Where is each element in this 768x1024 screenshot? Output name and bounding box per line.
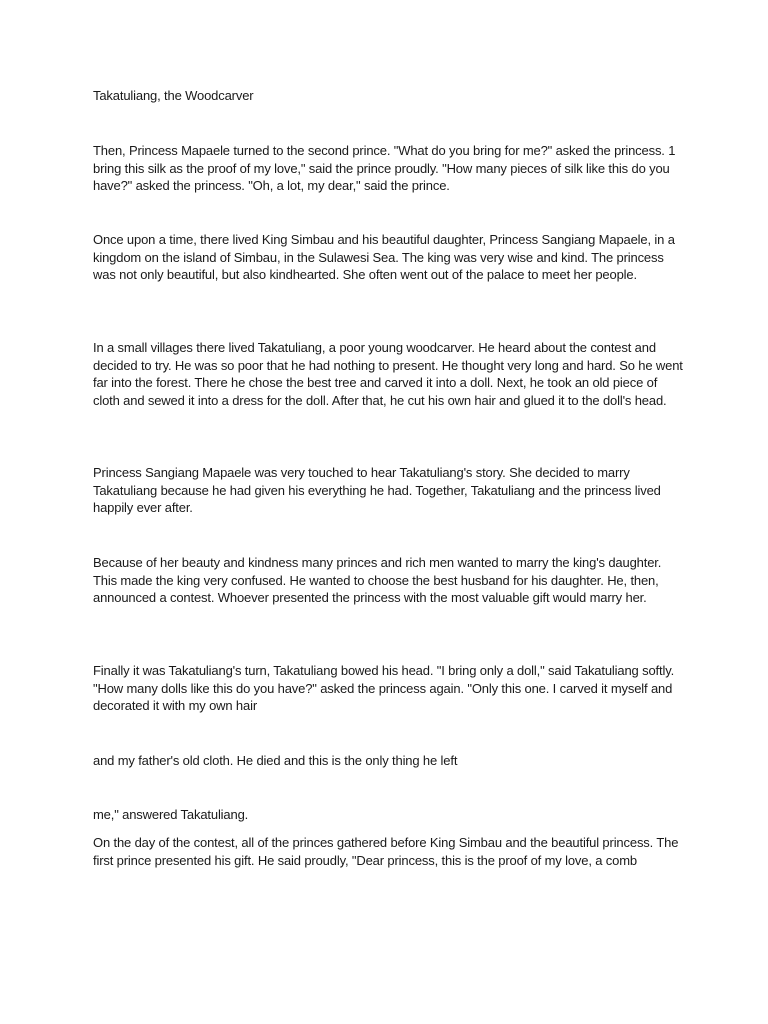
paragraph-takatuliang-woodcarver: In a small villages there lived Takatuliang, a poor young woodcarver. He heard about the contest and decided to try. He was so poor that he had nothing to present. He thought very long and hard. So he went far into the forest. There he chose the best tree and carved it into a doll. Next, he took an old piece of cloth and sewed it into a dress for the doll. After that, he cut his own hair and glued it to the doll's head. xyxy=(93,340,683,409)
paragraph-contest-announced: Because of her beauty and kindness many princes and rich men wanted to marry the king's daughter. This made the king very confused. He wanted to choose the best husband for his daughter. He, then, announced a contest. Whoever presented the princess with the most valuable gift would marry her. xyxy=(93,555,662,606)
paragraph-second-prince: Then, Princess Mapaele turned to the second prince. "What do you bring for me?" asked the princess. 1 bring this silk as the proof of my love," said the prince proudly. "How many pieces of silk like this do you have?" asked the princess. "Oh, a lot, my dear," said the prince. xyxy=(93,143,676,194)
paragraph-answered: me," answered Takatuliang. xyxy=(93,807,249,822)
paragraph-once-upon-a-time: Once upon a time, there lived King Simbau and his beautiful daughter, Princess Sangiang Mapaele, in a kingdom on the island of Simbau, in the Sulawesi Sea. The king was very wise and kind. The princess was not only beautiful, but also kindhearted. She often went out of the palace to meet her people. xyxy=(93,232,675,283)
paragraph-fathers-cloth: and my father's old cloth. He died and this is the only thing he left xyxy=(93,753,458,768)
document-title: Takatuliang, the Woodcarver xyxy=(93,88,254,103)
paragraph-day-of-contest: On the day of the contest, all of the princes gathered before King Simbau and the beautiful princess. The first prince presented his gift. He said proudly, "Dear princess, this is the proof of my love, a comb xyxy=(93,835,679,868)
paragraph-takatuliang-turn: Finally it was Takatuliang's turn, Takatuliang bowed his head. "I bring only a doll," said Takatuliang softly. "How many dolls like this do you have?" asked the princess again. "Only this one. I carved it myself and decorated it with my own hair xyxy=(93,663,675,714)
paragraph-princess-touched: Princess Sangiang Mapaele was very touched to hear Takatuliang's story. She decided to marry Takatuliang because he had given his everything he had. Together, Takatuliang and the princess lived happily ever after. xyxy=(93,465,661,516)
